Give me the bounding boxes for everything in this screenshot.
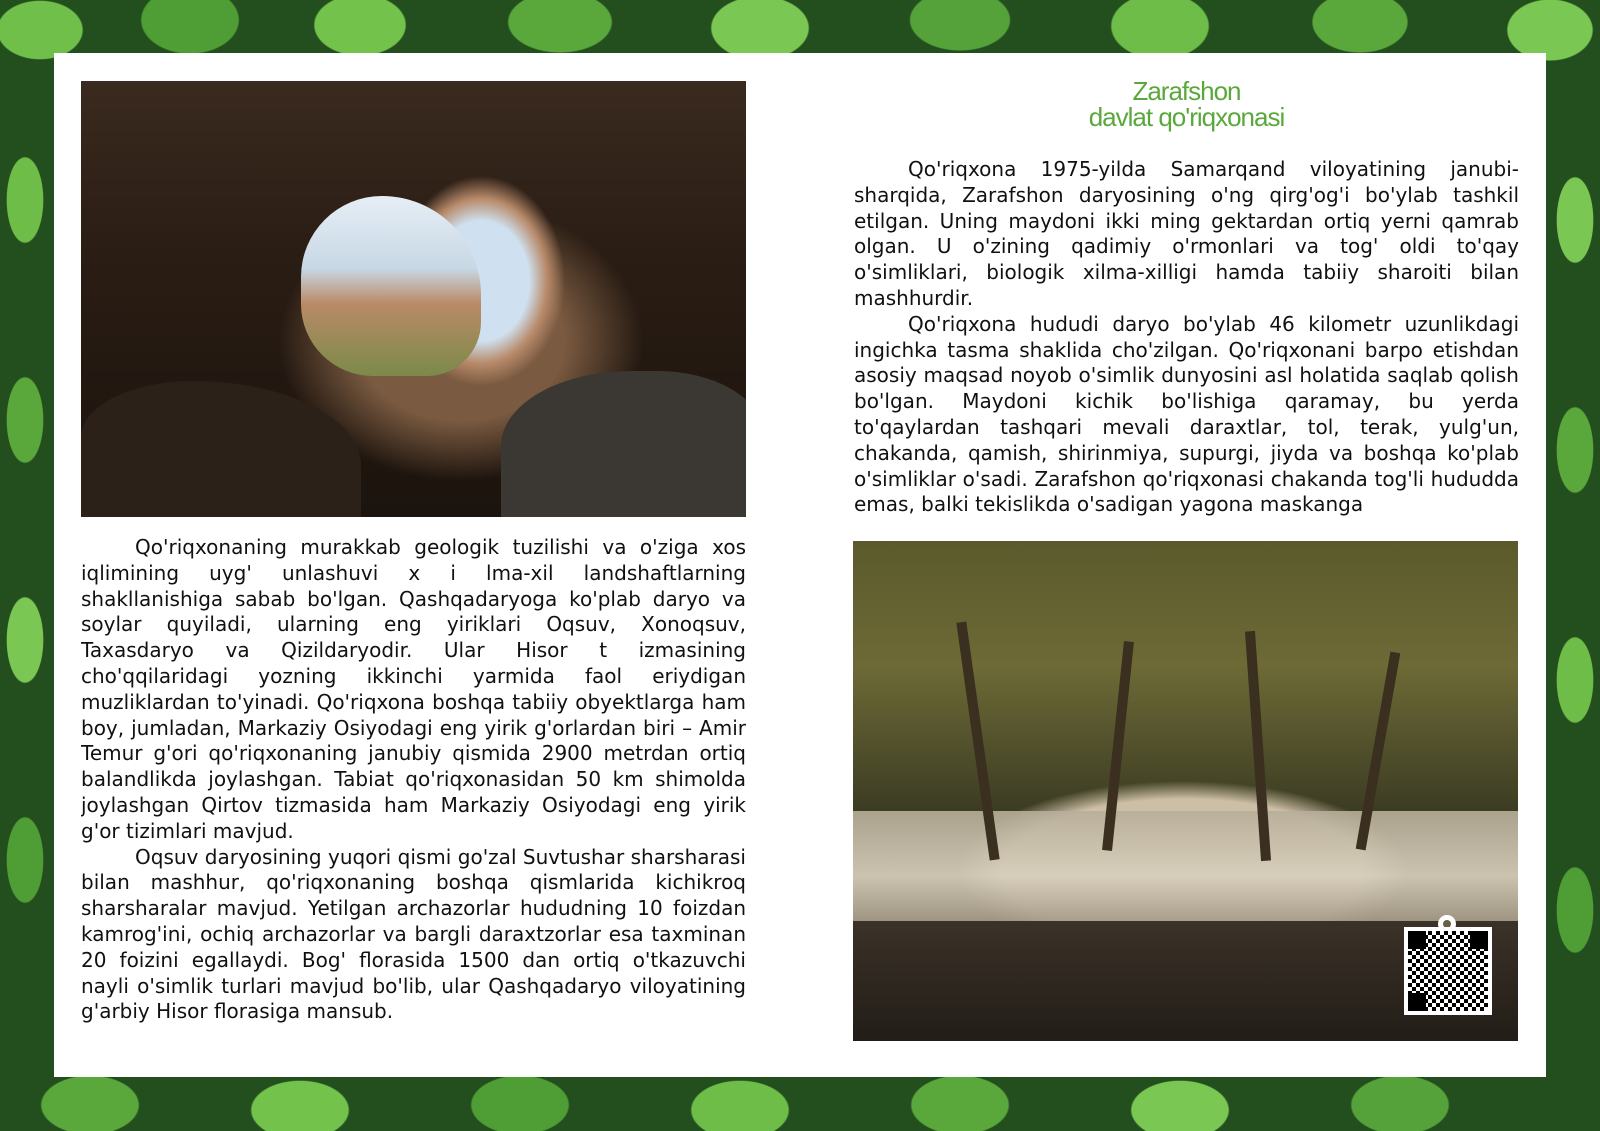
cave-rock: [81, 381, 361, 517]
paragraph: Oqsuv daryosining yuqori qismi go'zal Suvtushar sharsharasi bilan mashhur, qo'riqxonaning boshqa qismlarida kichikroq sharsharalar mavjud. Yetilgan archazorlar hududning 10 foizdan kamrog'ini, ochiq archazorlar va bargli daraxtzorlar esa taxminan 20 foizini egallaydi. Bog' florasida 1500 dan ortiq o'tkazuvchi nayli o'simlik turlari mavjud bo'lib, ular Qashqadaryo viloyatining g'arbiy Hisor florasiga mansub.: [81, 844, 746, 1024]
page-title: [854, 78, 1519, 130]
title-line-2: davlat qo'riqxonasi: [1088, 102, 1285, 132]
forest-deer-photo: [853, 541, 1518, 1041]
left-text-block: [81, 535, 746, 1077]
cave-rock: [501, 371, 746, 517]
cave-opening: [301, 196, 481, 376]
title-line-1: Zarafshon: [1132, 76, 1241, 106]
paragraph: Qo'riqxonaning murakkab geologik tuzilishi va o'ziga xos iqlimining uyg' unlashuvi x i lma-xil landshaftlarning shakllanishiga sabab bo'lgan. Qashqadaryoga ko'plab daryo va soylar quyiladi, ularning eng yiriklari Oqsuv, Xonoqsuv, Taxasdaryo va Qizildaryodir. Ular Hisor t izmasining cho'qqilaridagi yozning ikkinchi yarmida faol eriydigan muzliklardan to'yinadi. Qo'riqxona boshqa tabiiy obyektlarga ham boy, jumladan, Markaziy Osiyodagi eng yirik g'orlardan biri – Amir Temur g'ori qo'riqxonaning janubiy qismida 2900 metrdan ortiq balandlikda joylashgan. Tabiat qo'riqxonasidan 50 km shimolda joylashgan Qirtov tizmasida ham Markaziy Osiyodagi eng yirik g'or tizimlari mavjud.: [81, 535, 746, 843]
qr-code[interactable]: [1404, 927, 1492, 1015]
brochure-page: [54, 53, 1546, 1077]
paragraph: Qo'riqxona hududi daryo bo'ylab 46 kilometr uzunlikdagi ingichka tasma shaklida cho'zilgan. Qo'riqxonani barpo etishdan asosiy maqsad noyob o'simlik dunyosini asl holatida saqlab qolish bo'lgan. Maydoni kichik bo'lishiga qaramay, bu yerda to'qaylardan tashqari mevali daraxtlar, tol, terak, yulg'un, chakanda, qamish, shirinmiya, supurgi, jiyda va boshqa ko'plab o'simliklar o'sadi. Zarafshon qo'riqxonasi chakanda tog'li hududda emas, balki tekislikda o'sadigan yagona maskanga: [854, 311, 1519, 517]
right-text-block: [854, 157, 1519, 539]
cave-photo: [81, 81, 746, 517]
paragraph: Qo'riqxona 1975-yilda Samarqand viloyatining janubi- sharqida, Zarafshon daryosining o'ng qirg'og'i bo'ylab tashkil etilgan. Uning maydoni ikki ming gektardan ortiq yerni qamrab olgan. U o'zining qadimiy o'rmonlari va tog' oldi to'qay o'simliklari, biologik xilma-xilligi hamda tabiiy sharoiti bilan mashhurdir.: [854, 157, 1519, 310]
qr-pattern: [1408, 931, 1488, 1011]
